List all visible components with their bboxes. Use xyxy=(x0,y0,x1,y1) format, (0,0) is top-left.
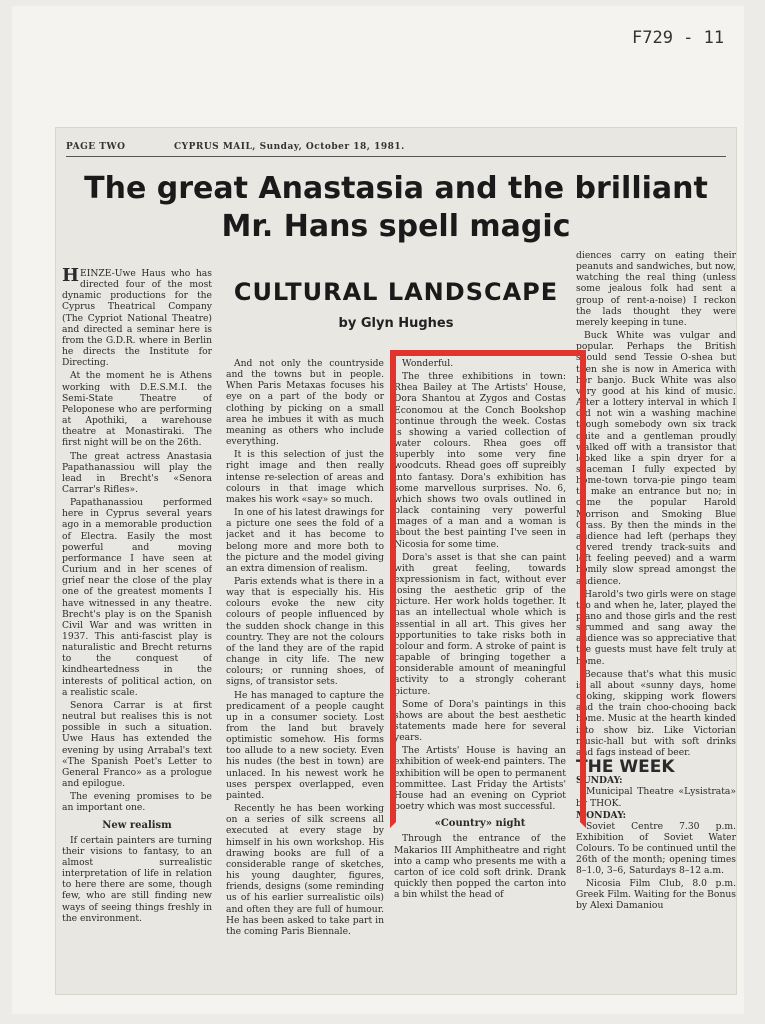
article-column-1 xyxy=(62,268,212,988)
archive-reference: F729 - 11 xyxy=(632,28,725,48)
drop-cap: H xyxy=(62,268,80,286)
listing-day: MONDAY: xyxy=(576,809,627,821)
header-rule xyxy=(66,156,726,157)
article-column-4 xyxy=(576,250,736,988)
column2-paragraph: In one of his latest drawings for a picture one sees the fold of a jacket and it has become to belong more and more both to the picture and the model giving an extra dimension of realism. xyxy=(226,507,384,574)
subheading: New realism xyxy=(102,819,172,831)
column2-paragraph: And not only the countryside and the towns but in people. When Paris Metaxas focuses his eye on a part of the body or clothing by picking on a small area he imbues it with as much meaning as others who include everything. xyxy=(226,358,384,448)
section-heading xyxy=(226,278,566,331)
week-heading: THE WEEK xyxy=(576,757,675,778)
headline xyxy=(62,170,730,246)
red-annotation-bracket xyxy=(390,350,586,828)
column1-paragraph: At the moment he is Athens working with D.E.S.M.I. the Semi-State Theatre of Peloponese who are performing at Apothiki, a warehouse theatre at Monastiraki. The first night will be on the 26th. xyxy=(62,370,212,449)
column3-paragraph: The three exhibitions in town: Rhea Bailey at The Artists' House, Dora Shantou at Zygos and Costas Economou at the Conch Bookshop continue through the week. Costas is showing a varied collection of water colours. Rhea goes off superbly into some very fine woodcuts. Rhead goes off supreibly into fantasy. Dora's exhibition has some marvellous surprises. No. 6, which shows two ovals outlined in black containing very powerful images of a man and a woman is about the best painting I've seen in Nicosia for some time. xyxy=(394,371,566,550)
article-column-2 xyxy=(226,358,384,988)
column1-paragraph: Papathanassiou performed here in Cyprus several years ago in a memorable production of Electra. Easily the most powerful and moving performance I have seen at Curium and in her scenes of grief near the close of the play one of the greatest moments I have witnessed in any theatre. Brecht's play is on the Spanish Civil War and was written in 1937. This anti-fascist play is naturalistic and Brecht returns to the conquest of kindheartedness in the interests of political action, on a realistic scale. xyxy=(62,497,212,698)
byline: by Glyn Hughes xyxy=(338,316,454,331)
headline-line-1: The great Anastasia and the brilliant xyxy=(84,171,708,206)
column1-paragraph: The great actress Anastasia Papathanassiou will play the lead in Brecht's «Senora Carrar's Rifles». xyxy=(62,450,212,495)
column4-paragraph: diences carry on eating their peanuts and sandwiches, but now, watching the real thing (unless some jealous folk had sent a group of rent-a-noise) I reckon the lads thought they were merely keeping in tune. xyxy=(576,250,736,328)
listing-text: Soviet Centre 7.30 p.m. Exhibition of Soviet Water Colours. To be continued until the 26th of the month; opening times 8–1.0, 3–6, Saturdays 8–12 a.m. xyxy=(576,820,736,877)
column4-paragraph: Harold's two girls were on stage too and when he, later, played the piano and those girls and the rest strummed and sang away the audience was so appreciative that the guests must have felt truly at home. xyxy=(576,588,736,667)
page-header xyxy=(66,140,726,158)
column4-paragraph: Because that's what this music is all about «sunny days, home cooking, skipping work flowers and the train choo-chooing back home. Music at the hearth kinded into show biz. Like Victorian music-hall but with soft drinks and fags instead of beer. xyxy=(576,668,736,758)
column2-paragraph: He has managed to capture the predicament of a people caught up in a consumer society. Lost from the land but bravely optimistic somehow. His forms too allude to a new society. Even his nudes (the best in town) are unlaced. In his newest work he uses perspex overlapped, even painted. xyxy=(226,689,384,801)
column3-paragraph: Dora's asset is that she can paint with great feeling, towards expressionism in fact, without ever losing the aesthetic grip of the picture. Her work holds together. It has an intellectual whole which is essential in all art. This gives her opportunities to take risks both in colour and form. A stroke of paint is capable of bringing together a considerable amount of meaningful activity to a strongly coherant picture. xyxy=(394,551,566,697)
archive-sheet xyxy=(12,6,744,1014)
column1-paragraph: EINZE-Uwe Haus who has directed four of the most dynamic productions for the Cyprus Theatrical Company (The Cypriot National Theatre) and directed a seminar here is from the G.D.R. where in Berlin he directs the Institute for Directing. xyxy=(62,268,212,369)
column3-paragraph: Wonderful. xyxy=(402,358,454,369)
column3-paragraph: The Artists' House is having an exhibition of week-end painters. The exhibition will be open to permanent committee. Last Friday the Artists' House had an evening on Cypriot poetry which was most successful. xyxy=(394,745,566,813)
section-title: CULTURAL LANDSCAPE xyxy=(233,278,559,306)
column4-paragraph: Buck White was vulgar and popular. Perhaps the British should send Tessie O-shea but then she is now in America with her banjo. Buck White was also very good at his kind of music. After a lottery interval in which I did not win a washing machine though somebody own six track quite and a gentleman proudly walked off with a transistor that looked like a spin dryer for a spaceman I fully expected by home-town torva-pie pingo team to make an entrance but no; in came the popular Harold Morrison and Smoking Blue Grass. By then the minds in the audience had left (perhaps they covered trendy track-suits and left feeling peeved) and a warm homily slow spread amongst the audience. xyxy=(576,330,736,587)
listing-text: Municipal Theatre «Lysistrata» by THOK. xyxy=(576,786,736,809)
column3-paragraph: Through the entrance of the Makarios III Amphitheatre and right into a camp who presents me with a carton of ice cold soft drink. Drank quickly then popped the carton into a bin whilst the head of xyxy=(394,833,566,901)
column2-paragraph: Recently he has been working on a series of silk screens all executed at every stage by himself in his own workshop. His drawing books are full of a considerable range of sketches, his young daughter, figures, friends, designs (some reminding us of his earlier surrealistic oils) and often they are full of humour. He has been asked to take part in the coming Paris Biennale. xyxy=(226,803,384,937)
masthead: CYPRUS MAIL, Sunday, October 18, 1981. xyxy=(174,142,405,152)
column1-paragraph: If certain painters are turning their visions to fantasy, to an almost surrealistic interpretation of life in relation to here there are some, though few, who are still finding new ways of seeing things freshly in the environment. xyxy=(62,834,212,924)
subheading: «Country» night xyxy=(434,818,526,830)
page-label: PAGE TWO xyxy=(66,142,126,152)
column1-paragraph: The evening promises to be an important one. xyxy=(62,791,212,814)
newspaper-clipping xyxy=(56,128,736,994)
headline-line-2: Mr. Hans spell magic xyxy=(221,209,571,244)
column1-paragraph: Senora Carrar is at first neutral but realises this is not possible in such a situation. Uwe Haus has extended the evening by using Arrabal's text «The Spanish Poet's Letter to General Franco» as a prologue and epilogue. xyxy=(62,699,212,790)
column3-paragraph: Some of Dora's paintings in this shows are about the best aesthetic statements made here for several years. xyxy=(394,698,566,744)
column2-paragraph: It is this selection of just the right image and then really intense re-selection of areas and colours in that image which makes his work «say» so much. xyxy=(226,449,384,505)
listing-text: Nicosia Film Club, 8.0 p.m. Greek Film. Waiting for the Bonus by Alexi Damaniou xyxy=(576,877,736,911)
listing-day: SUNDAY: xyxy=(576,775,623,787)
column2-paragraph: Paris extends what is there in a way that is especially his. His colours evoke the new city colours of people influenced by the sudden shock change in this country. They are not the colours of the land they are of the rapid change in city life. The new colours; or running shoes, of signs, of transistor sets. xyxy=(226,575,384,688)
